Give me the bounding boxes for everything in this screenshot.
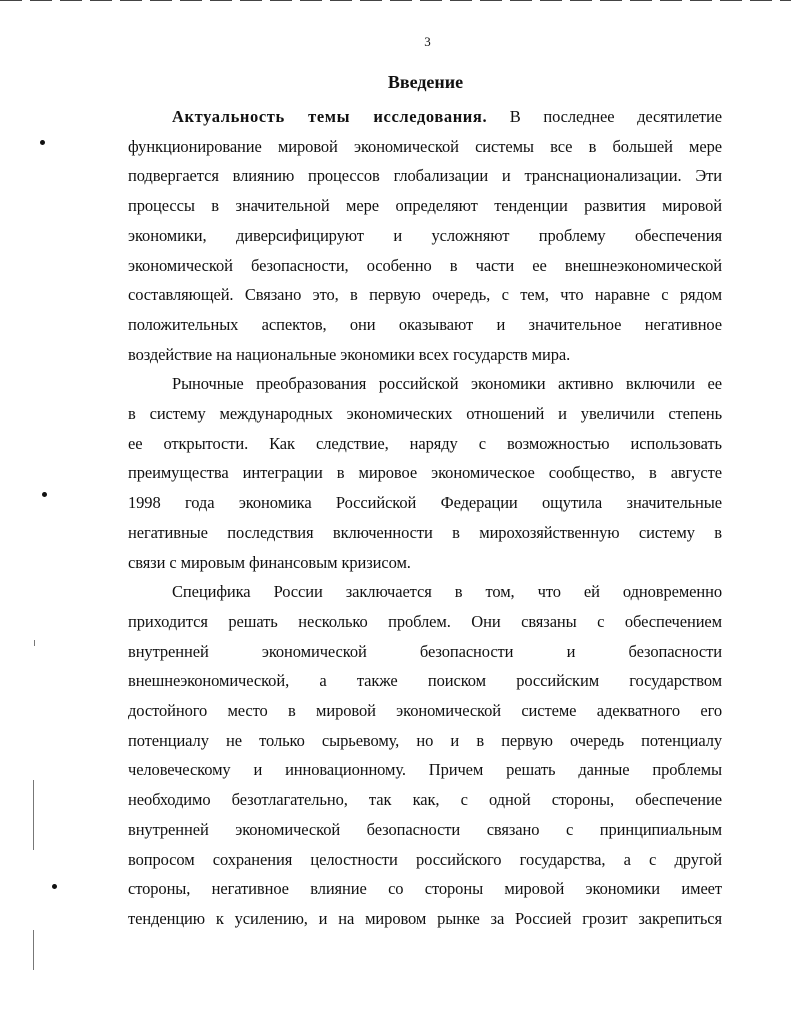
text-line: внешнеэкономической, а также поиском российским государством bbox=[128, 671, 722, 691]
paragraph bbox=[128, 102, 722, 369]
text-line: необходимо безотлагательно, так как, с одной стороны, обеспечение bbox=[128, 790, 722, 810]
text-line: приходится решать несколько проблем. Они связаны с обеспечением bbox=[128, 611, 722, 631]
text-line: подвергается влиянию процессов глобализации и транснационализации. Эти bbox=[128, 166, 722, 186]
paragraph bbox=[128, 577, 722, 933]
text-line: положительных аспектов, они оказывают и значительное негативное bbox=[128, 314, 722, 334]
text-line: Рыночные преобразования российской экономики активно включили ее bbox=[172, 374, 722, 394]
document-body bbox=[128, 102, 722, 934]
text-line: составляющей. Связано это, в первую очередь, с тем, что наравне с рядом bbox=[128, 285, 722, 305]
margin-dot-mark bbox=[40, 140, 45, 145]
text-line: достойного место в мировой экономической системе адекватного его bbox=[128, 701, 722, 721]
scan-margin-tick bbox=[34, 640, 35, 646]
paragraph bbox=[128, 369, 722, 577]
text-line: вопросом сохранения целостности российского государства, а с другой bbox=[128, 849, 722, 869]
scan-margin-tick bbox=[33, 780, 34, 850]
section-heading-inline: Актуальность темы исследования. bbox=[172, 107, 488, 126]
text-line: процессы в значительной мере определяют тенденции развития мировой bbox=[128, 196, 722, 216]
text-line: внутренней экономической безопасности и безопасности bbox=[128, 641, 722, 661]
text-line: ее открытости. Как следствие, наряду с возможностью использовать bbox=[128, 433, 722, 453]
text-line: 1998 года экономика Российской Федерации ощутила значительные bbox=[128, 493, 722, 513]
scan-margin-tick bbox=[33, 930, 34, 970]
text-line: тенденцию к усилению, и на мировом рынке за Россией грозит закрепиться bbox=[128, 908, 722, 928]
text-line: связи с мировым финансовым кризисом. bbox=[128, 552, 411, 572]
page-number: 3 bbox=[424, 34, 431, 49]
text-line: экономической безопасности, особенно в части ее внешнеэкономической bbox=[128, 255, 722, 275]
scan-top-border bbox=[0, 0, 791, 1]
text-line: преимущества интеграции в мировое экономическое сообщество, в августе bbox=[128, 463, 722, 483]
text-line: негативные последствия включенности в мирохозяйственную систему в bbox=[128, 522, 722, 542]
text-line: внутренней экономической безопасности связано с принципиальным bbox=[128, 819, 722, 839]
text-line: в систему международных экономических отношений и увеличили степень bbox=[128, 404, 722, 424]
margin-dot-mark bbox=[52, 884, 57, 889]
text-line: функционирование мировой экономической системы все в большей мере bbox=[128, 136, 722, 156]
text-line: воздействие на национальные экономики всех государств мира. bbox=[128, 344, 571, 364]
text-line: Актуальность темы исследования. В последнее десятилетие bbox=[172, 107, 722, 126]
text-line: Специфика России заключается в том, что ей одновременно bbox=[172, 582, 722, 602]
page-title: Введение bbox=[387, 72, 464, 92]
margin-dot-mark bbox=[42, 492, 47, 497]
text-line: человеческому и инновационному. Причем решать данные проблемы bbox=[128, 760, 722, 780]
text-line: стороны, негативное влияние со стороны мировой экономики имеет bbox=[128, 879, 722, 899]
text-line: потенциалу не только сырьевому, но и в первую очередь потенциалу bbox=[128, 730, 722, 750]
text-line: экономики, диверсифицируют и усложняют проблему обеспечения bbox=[128, 225, 722, 245]
